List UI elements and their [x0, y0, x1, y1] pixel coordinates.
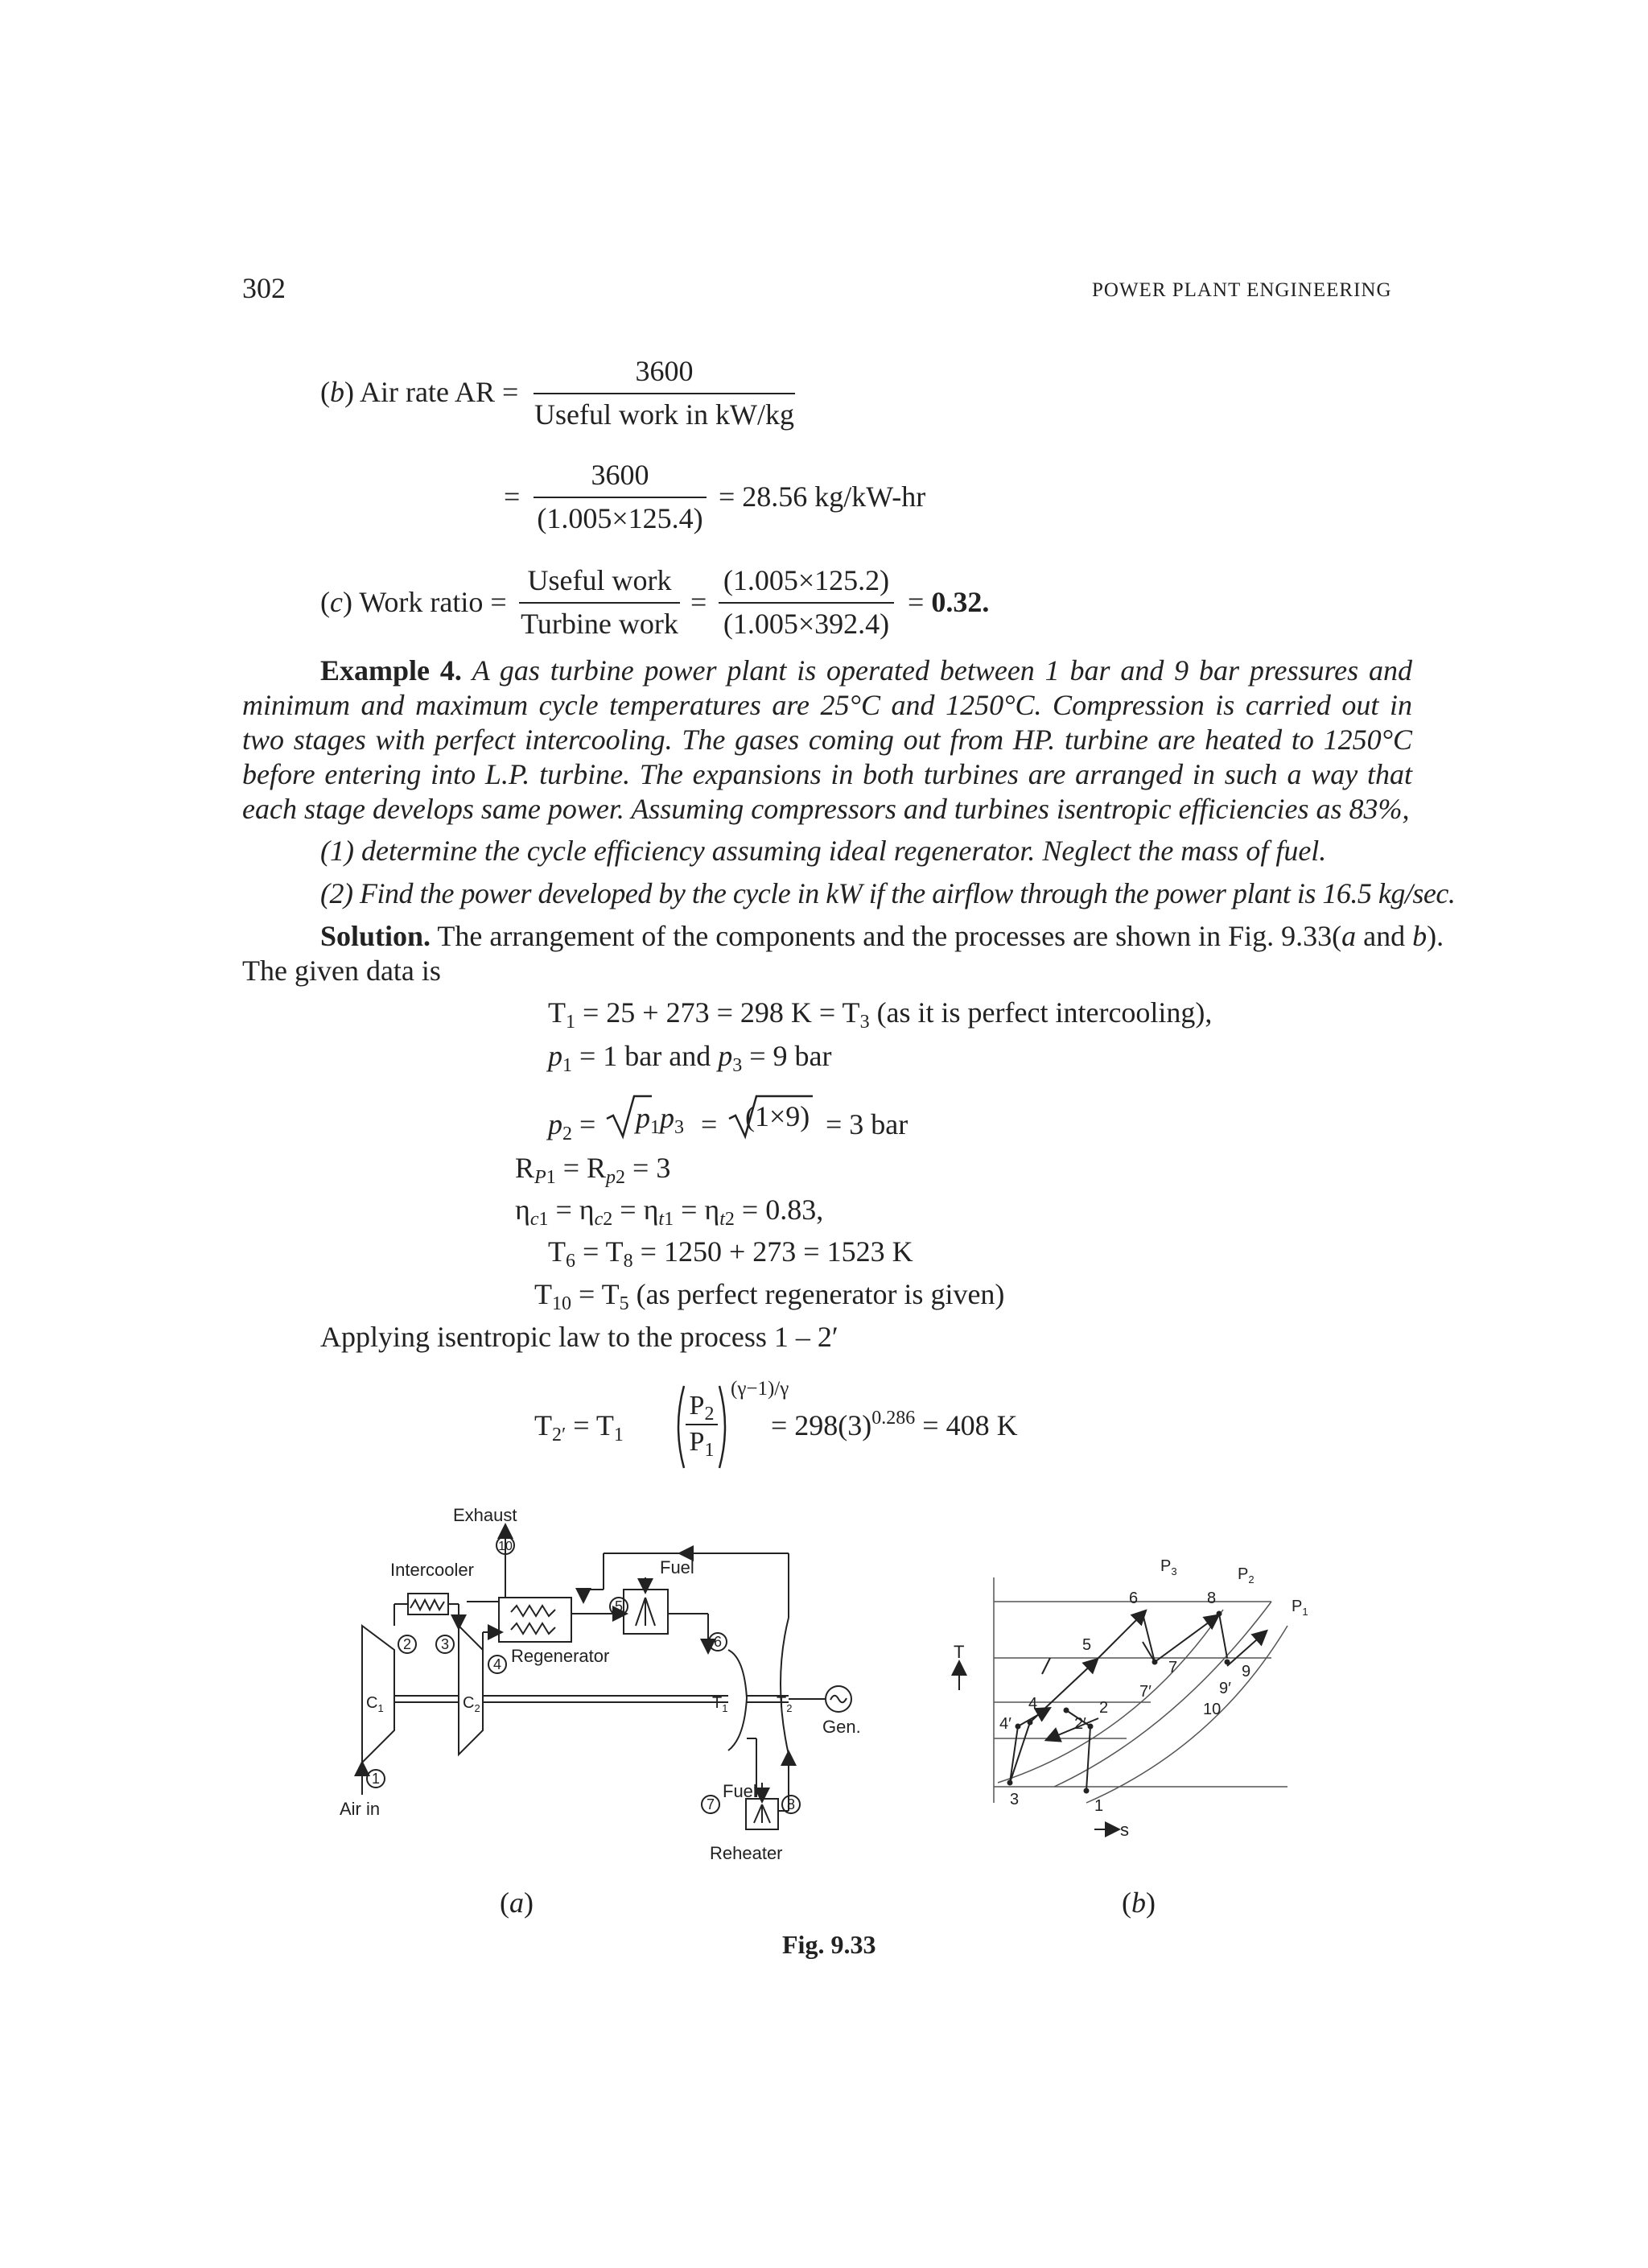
compressor-c2 [459, 1626, 483, 1755]
turbine-t1 [728, 1650, 747, 1750]
given-data-intro: The given data is [242, 955, 441, 987]
running-title: POWER PLANT ENGINEERING [1092, 279, 1392, 301]
example-title: Example 4. [320, 654, 462, 687]
pressure-ratio-fraction: $P_2$ $P_1$ [686, 1391, 718, 1458]
equation-efficiencies: $\eta_{c1} = \eta_{c2} = \eta_{t1} = \eta_{t2} = 0.83$, [515, 1194, 824, 1230]
point-2prime: 2′ [1074, 1715, 1086, 1733]
schematic-diagram [306, 1497, 885, 1899]
point-6: 6 [1129, 1590, 1139, 1607]
regenerator [499, 1598, 571, 1642]
p3-label: $P_3$ [1160, 1557, 1177, 1577]
isentropic-statement: Applying isentropic law to the process 1 – 2′ [320, 1321, 838, 1353]
fuel-label-1: Fuel [660, 1557, 694, 1577]
point-2: 2 [1099, 1699, 1109, 1717]
equation-t2prime-rhs: = $298(3)^{0.286} = 408$ K [771, 1408, 1018, 1441]
equation-pressure-ratio: $R_{P1} = R_{p2} = 3$ [515, 1152, 671, 1188]
solution-title: Solution. [320, 920, 431, 952]
air-rate-label: (b) Air rate AR = [320, 376, 519, 408]
c2-label: $C_2$ [463, 1694, 480, 1714]
gen-label: Gen. [822, 1717, 861, 1737]
air-rate-fraction-value: 3600 (1.005×125.4) [534, 458, 707, 535]
state-6: 6 [713, 1634, 723, 1650]
air-rate-result: = 28.56 kg/kW-hr [719, 480, 926, 513]
solution-text: Solution. The arrangement of the components and the processes are shown in Fig. 9.33(a and b). [320, 920, 1444, 952]
question-1: (1) determine the cycle efficiency assuming ideal regenerator. Neglect the mass of fuel. [320, 835, 1327, 867]
point-8: 8 [1207, 1590, 1217, 1607]
work-ratio-label: (c) Work ratio = [320, 586, 507, 618]
state-2: 2 [402, 1636, 412, 1652]
state-5: 5 [614, 1598, 624, 1614]
point-1: 1 [1094, 1797, 1104, 1815]
right-paren [716, 1383, 732, 1471]
air-in-label: Air in [340, 1799, 381, 1819]
page-number: 302 [242, 272, 286, 304]
t2-label: $T_2$ [777, 1694, 793, 1714]
point-4prime: 4′ [999, 1715, 1011, 1733]
regenerator-label: Regenerator [511, 1646, 610, 1666]
state-3: 3 [440, 1636, 450, 1652]
state-8: 8 [786, 1796, 796, 1812]
work-ratio-fraction-value: (1.005×125.2) (1.005×392.4) [719, 563, 894, 641]
c1-label: $C_1$ [366, 1694, 384, 1714]
example-statement: Example 4. A gas turbine power plant is operated between 1 bar and 9 bar pressures and minimum and maximum cycle temperatures are 25°C and 1250°C. Compression is carried out in two stages with perfect intercooling. The gases coming out from HP. turbine are heated to 1250°C before entering into L.P. turbine. The expansions in both turbines are arranged in such a way that each stage develops same power. Assuming compressors and turbines isentropic efficiencies as 83%, [242, 654, 1412, 825]
left-paren [671, 1383, 687, 1471]
equation-p1-p3: $p_1 = 1$ bar and $p_3 = 9$ bar [548, 1040, 832, 1076]
equation-exponent: (γ−1)/γ [731, 1378, 789, 1400]
turbine-t2 [781, 1618, 789, 1755]
figure-caption: Fig. 9.33 [782, 1930, 876, 1959]
s-axis-label: s [1120, 1820, 1129, 1840]
state-4: 4 [492, 1656, 502, 1672]
work-ratio-fraction: Useful work Turbine work [519, 563, 680, 641]
point-10: 10 [1203, 1701, 1222, 1718]
state-1: 1 [371, 1771, 381, 1787]
equation-t10-t5: $T_{10} = T_5$ (as perfect regenerator is given) [534, 1278, 1005, 1314]
equation-t2prime-lhs: $T_{2'} = T_1$ [534, 1409, 624, 1445]
work-ratio-result: = 0.32. [908, 586, 990, 618]
equation-t1: $T_1 = 25 + 273 = 298$ $K = T_3$ (as it is perfect intercooling), [548, 996, 1213, 1033]
point-7: 7 [1168, 1659, 1178, 1676]
equals-sign: = [690, 586, 707, 618]
point-9prime: 9′ [1219, 1680, 1231, 1697]
t1-label: $T_1$ [712, 1694, 728, 1714]
radicand-p1p3: $p_1p_3$ [636, 1102, 684, 1138]
point-3: 3 [1010, 1791, 1020, 1808]
point-9: 9 [1242, 1663, 1251, 1680]
t-axis-label: T [954, 1642, 965, 1662]
exhaust-label: Exhaust [453, 1505, 517, 1525]
point-5: 5 [1082, 1636, 1092, 1654]
equals-sign: = [701, 1108, 718, 1140]
subfigure-b-label: (b) [1122, 1887, 1156, 1919]
point-4: 4 [1028, 1695, 1038, 1713]
equation-p2: $p_2$ = [548, 1108, 596, 1144]
equals-sign: = [504, 480, 521, 513]
question-2: (2) Find the power developed by the cycle in kW if the airflow through the power plant is 16.5 kg/sec. [320, 877, 1456, 909]
air-rate-fraction: 3600 Useful work in kW/kg [534, 355, 794, 431]
p1-label: $P_1$ [1292, 1598, 1308, 1618]
ts-diagram [950, 1545, 1320, 1859]
reheater-label: Reheater [710, 1843, 783, 1863]
radicand-1x9: (1×9) [745, 1100, 810, 1132]
equation-t6-t8: $T_6 = T_8 = 1250 + 273 = 1523$ K [548, 1235, 913, 1272]
subfigure-a-label: (a) [500, 1887, 534, 1919]
equation-p2-result: = 3 bar [826, 1108, 908, 1140]
fuel-label-2: Fuel [723, 1781, 757, 1801]
state-7: 7 [706, 1796, 715, 1812]
state-10: 10 [498, 1540, 513, 1553]
point-7prime: 7′ [1139, 1683, 1152, 1701]
p2-label: $P_2$ [1238, 1565, 1255, 1586]
intercooler-label: Intercooler [390, 1560, 474, 1580]
